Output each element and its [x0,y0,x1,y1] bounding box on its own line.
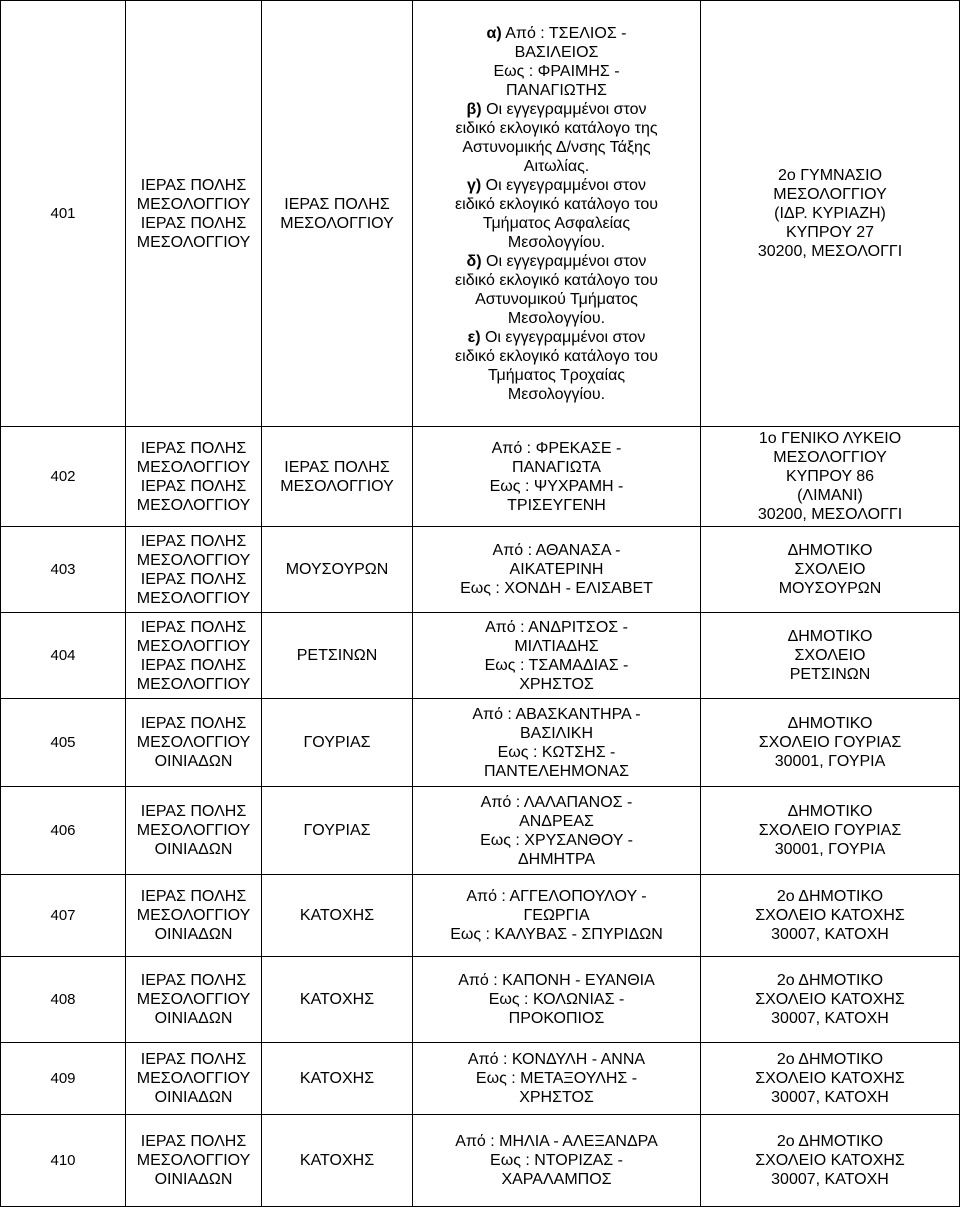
location-line: ΜΕΣΟΛΟΓΓΙΟΥ [773,186,887,203]
community-line: ΓΟΥΡΙΑΣ [303,734,371,751]
location-line: 30001, ΓΟΥΡΙΑ [774,841,886,858]
voter-block [419,971,694,1028]
voters-range-cell [413,875,701,957]
location-line: 2ο ΔΗΜΟΤΙΚΟ [776,888,884,905]
location-line: ΚΥΠΡΟΥ 86 [785,468,875,485]
voter-line-text: ΒΑΣΙΛΙΚΗ [519,724,594,742]
voter-block [419,24,694,100]
voters-range-cell [413,1115,701,1207]
community-line: ΚΑΤΟΧΗΣ [299,907,375,924]
table-row [1,1115,960,1207]
location-line: 30200, ΜΕΣΟΛΟΓΓΙ [757,506,903,523]
voters-range-cell [413,699,701,787]
location-line: ΔΗΜΟΤΙΚΟ [787,542,873,559]
location-line: ΣΧΟΛΕΙΟ ΚΑΤΟΧΗΣ [755,1070,905,1087]
voter-line-text: ΤΡΙΣΕΥΓΕΝΗ [507,496,606,514]
location-line: 2ο ΓΥΜΝΑΣΙΟ [777,167,883,184]
polling-location-cell [701,957,960,1043]
municipality-line: ΜΕΣΟΛΟΓΓΙΟΥ [136,589,251,607]
voter-line [419,831,694,850]
voter-line [419,541,694,560]
community-cell [262,427,413,527]
location-line: 2ο ΔΗΜΟΤΙΚΟ [776,972,884,989]
municipality-cell [126,527,262,613]
voter-line-text: ΑΙΚΑΤΕΡΙΝΗ [509,561,604,578]
location-line: ΣΧΟΛΕΙΟ [794,561,866,578]
voter-line [419,1132,694,1151]
location-line: ΣΧΟΛΕΙΟ ΚΑΤΟΧΗΣ [755,907,905,924]
municipality-line: ΙΕΡΑΣ ΠΟΛΗΣ [140,972,247,989]
voter-line-text: Από : ΤΣΕΛΙΟΣ - [505,24,627,42]
voters-range-cell [413,613,701,699]
location-line: (ΙΔΡ. ΚΥΡΙΑΖΗ) [774,205,886,222]
voter-line-text: Από : ΑΝΔΡΙΤΣΟΣ - [485,618,628,636]
station-number: 407 [1,875,126,957]
community-cell [262,957,413,1043]
municipality-line: ΙΕΡΑΣ ΠΟΛΗΣ [140,888,247,905]
location-line: ΣΧΟΛΕΙΟ ΓΟΥΡΙΑΣ [758,734,902,751]
voter-block [419,100,694,176]
table-row [1,1,960,427]
municipality-line: ΟΙΝΙΑΔΩΝ [154,1010,233,1027]
voter-line-text: ειδικό εκλογικό κατάλογο της [455,119,658,137]
community-line: ΓΟΥΡΙΑΣ [303,822,371,839]
voter-line-text: Εως : ΧΟΝΔΗ - ΕΛΙΣΑΒΕΤ [460,580,653,597]
voter-line [419,309,694,328]
voter-line [419,887,694,906]
municipality-line: ΜΕΣΟΛΟΓΓΙΟΥ [136,637,251,655]
voter-line [419,100,694,119]
voter-line [419,176,694,195]
voter-line-text: Εως : ΚΑΛΥΒΑΣ - ΣΠΥΡΙΔΩΝ [450,926,663,943]
voter-block [419,176,694,252]
community-cell [262,699,413,787]
table-row [1,957,960,1043]
municipality-cell [126,1043,262,1115]
municipality-line: ΙΕΡΑΣ ΠΟΛΗΣ [140,656,247,674]
community-line: ΜΕΣΟΛΟΓΓΙΟΥ [280,214,394,232]
municipality-line: ΙΕΡΑΣ ΠΟΛΗΣ [140,570,247,588]
voter-line-text: Αστυνομικού Τμήματος [475,290,638,308]
municipality-line: ΜΕΣΟΛΟΓΓΙΟΥ [136,496,251,514]
voter-line [419,1069,694,1088]
voter-line-text: ΧΑΡΑΛΑΜΠΟΣ [501,1171,612,1188]
municipality-line: ΜΕΣΟΛΟΓΓΙΟΥ [136,822,251,839]
voter-line-text: ΑΝΔΡΕΑΣ [519,812,594,830]
voter-block-label: α) [486,24,502,42]
municipality-line: ΜΕΣΟΛΟΓΓΙΟΥ [136,195,251,213]
voter-line-text: Εως : ΜΕΤΑΞΟΥΛΗΣ - [475,1070,638,1087]
voter-block [419,705,694,781]
voter-line-text: Οι εγγεγραμμένοι στον [486,252,647,270]
voter-block [419,1132,694,1189]
voter-block [419,887,694,944]
voter-line-text: Οι εγγεγραμμένοι στον [484,328,646,346]
municipality-line: ΙΕΡΑΣ ΠΟΛΗΣ [140,214,247,232]
voter-line [419,366,694,385]
municipality-line: ΜΕΣΟΛΟΓΓΙΟΥ [136,734,251,751]
community-cell [262,787,413,875]
voter-line-text: ΧΡΗΣΤΟΣ [519,1089,594,1106]
voter-line [419,328,694,347]
municipality-line: ΟΙΝΙΑΔΩΝ [154,1171,233,1188]
voter-line [419,477,694,496]
voter-line [419,724,694,743]
voter-line-text: Εως : ΝΤΟΡΙΖΑΣ - [490,1152,623,1169]
voter-line-text: Μεσολογγίου. [507,385,606,403]
table-body [1,1,960,1207]
voter-line [419,214,694,233]
voter-line [419,119,694,138]
voter-block [419,1050,694,1107]
voters-range-cell [413,527,701,613]
voter-line [419,496,694,515]
municipality-cell [126,875,262,957]
voter-line [419,579,694,598]
voter-line [419,812,694,831]
voter-block-label: β) [466,100,482,118]
polling-location-cell [701,1043,960,1115]
community-cell [262,613,413,699]
municipality-line: ΙΕΡΑΣ ΠΟΛΗΣ [140,176,247,194]
station-number: 406 [1,787,126,875]
voter-line-text: Από : ΑΓΓΕΛΟΠΟΥΛΟΥ - [466,888,647,905]
voter-line [419,850,694,869]
community-line: ΜΕΣΟΛΟΓΓΙΟΥ [280,477,394,495]
voter-line [419,637,694,656]
voter-line [419,195,694,214]
voter-line-text: Από : ΑΒΑΣΚΑΝΤΗΡΑ - [472,705,641,723]
voter-line-text: Μεσολογγίου. [507,233,606,251]
community-cell [262,1043,413,1115]
location-line: 2ο ΔΗΜΟΤΙΚΟ [776,1133,884,1150]
community-line: ΡΕΤΣΙΝΩΝ [296,647,378,664]
voters-range-cell [413,787,701,875]
municipality-line: ΜΕΣΟΛΟΓΓΙΟΥ [136,458,251,476]
station-number: 409 [1,1043,126,1115]
voter-line [419,233,694,252]
voters-range-cell [413,1,701,427]
location-line: (ΛΙΜΑΝΙ) [797,487,863,504]
voter-line [419,138,694,157]
voters-range-cell [413,1043,701,1115]
voter-line [419,271,694,290]
location-line: ΣΧΟΛΕΙΟ ΚΑΤΟΧΗΣ [755,1152,905,1169]
voter-line [419,290,694,309]
voter-line [419,1151,694,1170]
voter-line [419,705,694,724]
location-line: 30007, ΚΑΤΟΧΗ [771,1089,889,1106]
voter-block-label: γ) [466,176,482,194]
municipality-cell [126,1,262,427]
municipality-line: ΜΕΣΟΛΟΓΓΙΟΥ [136,1070,251,1087]
voter-block [419,328,694,404]
municipality-line: ΜΕΣΟΛΟΓΓΙΟΥ [136,1152,251,1169]
table-row [1,613,960,699]
voter-line-text: Από : ΚΟΝΔΥΛΗ - ΑΝΝΑ [467,1051,646,1068]
voter-line-text: Τμήματος Ασφαλείας [482,214,631,232]
community-line: ΙΕΡΑΣ ΠΟΛΗΣ [284,195,390,213]
voter-block [419,439,694,515]
voter-line-text: Εως : ΤΣΑΜΑΔΙΑΣ - [484,656,629,674]
voter-line [419,1170,694,1189]
municipality-line: ΙΕΡΑΣ ΠΟΛΗΣ [140,532,247,550]
municipality-line: ΜΕΣΟΛΟΓΓΙΟΥ [136,907,251,924]
table-row [1,1043,960,1115]
municipality-line: ΙΕΡΑΣ ΠΟΛΗΣ [140,477,247,495]
polling-location-cell [701,699,960,787]
community-line: ΚΑΤΟΧΗΣ [299,1152,375,1169]
station-number: 408 [1,957,126,1043]
municipality-line: ΙΕΡΑΣ ΠΟΛΗΣ [140,1133,247,1150]
location-line: 1ο ΓΕΝΙΚΟ ΛΥΚΕΙΟ [758,430,902,447]
voter-line-text: Από : ΦΡΕΚΑΣΕ - [491,439,622,457]
community-line: ΙΕΡΑΣ ΠΟΛΗΣ [284,458,390,476]
voter-block [419,618,694,694]
voter-block-label: δ) [466,252,482,270]
table-row [1,875,960,957]
polling-location-cell [701,787,960,875]
station-number: 405 [1,699,126,787]
location-line: ΣΧΟΛΕΙΟ [794,647,866,664]
voter-line [419,743,694,762]
voter-line-text: Εως : ΚΩΤΣΗΣ - [497,743,616,761]
voter-line-text: ΔΗΜΗΤΡΑ [517,850,596,868]
voter-line [419,458,694,477]
voters-range-cell [413,427,701,527]
voter-line-text: Από : ΚΑΠΟΝΗ - ΕΥΑΝΘΙΑ [458,972,655,989]
voter-line-text: Από : ΑΘΑΝΑΣΑ - [492,542,621,559]
voter-line [419,81,694,100]
voter-line [419,1009,694,1028]
voter-line [419,906,694,925]
voter-line [419,1088,694,1107]
voter-line-text: ΠΑΝΑΓΙΩΤΑ [512,458,601,476]
polling-location-cell [701,875,960,957]
station-number: 410 [1,1115,126,1207]
voter-line-text: ΠΑΝΤΕΛΕΗΜΟΝΑΣ [483,762,630,780]
station-number: 402 [1,427,126,527]
municipality-cell [126,1115,262,1207]
voter-line-text: ΠΑΝΑΓΙΩΤΗΣ [506,81,607,99]
location-line: 30007, ΚΑΤΟΧΗ [771,1010,889,1027]
voter-line [419,675,694,694]
community-cell [262,527,413,613]
voter-line-text: Εως : ΚΟΛΩΝΙΑΣ - [488,991,625,1008]
voters-range-cell [413,957,701,1043]
voter-block-label: ε) [467,328,481,346]
voter-line-text: Αστυνομικής Δ/νσης Τάξης [462,138,651,156]
municipality-line: ΙΕΡΑΣ ΠΟΛΗΣ [140,715,247,732]
municipality-line: ΟΙΝΙΑΔΩΝ [154,753,233,770]
voter-line [419,762,694,781]
community-cell [262,875,413,957]
location-line: 30200, ΜΕΣΟΛΟΓΓΙ [757,243,903,260]
voter-line-text: Εως : ΦΡΑΙΜΗΣ - [493,62,620,80]
voter-line-text: Οι εγγεγραμμένοι στον [486,100,647,118]
municipality-line: ΙΕΡΑΣ ΠΟΛΗΣ [140,618,247,636]
voter-line-text: ΜΙΛΤΙΑΔΗΣ [514,637,599,655]
municipality-cell [126,613,262,699]
location-line: ΔΗΜΟΤΙΚΟ [787,628,873,645]
municipality-line: ΙΕΡΑΣ ΠΟΛΗΣ [140,439,247,457]
voter-line-text: ειδικό εκλογικό κατάλογο του [455,195,658,213]
voter-line-text: Από : ΜΗΛΙΑ - ΑΛΕΞΑΝΔΡΑ [455,1133,658,1150]
voter-line [419,439,694,458]
polling-location-cell [701,1,960,427]
municipality-line: ΟΙΝΙΑΔΩΝ [154,926,233,943]
voter-line-text: ειδικό εκλογικό κατάλογο του [455,271,658,289]
voter-block [419,541,694,598]
voter-block [419,252,694,328]
location-line: ΔΗΜΟΤΙΚΟ [787,715,873,732]
station-number: 404 [1,613,126,699]
voter-line [419,971,694,990]
table-row [1,427,960,527]
location-line: ΡΕΤΣΙΝΩΝ [789,666,871,683]
location-line: ΜΕΣΟΛΟΓΓΙΟΥ [773,449,887,466]
voter-line-text: ΒΑΣΙΛΕΙΟΣ [514,43,599,61]
voter-line-text: ειδικό εκλογικό κατάλογο του [455,347,658,365]
municipality-cell [126,957,262,1043]
voter-line [419,24,694,43]
table-row [1,699,960,787]
municipality-line: ΟΙΝΙΑΔΩΝ [154,841,233,858]
voter-line [419,925,694,944]
location-line: 30007, ΚΑΤΟΧΗ [771,926,889,943]
voter-line [419,62,694,81]
community-cell [262,1,413,427]
voter-line [419,157,694,176]
voter-line [419,618,694,637]
location-line: ΔΗΜΟΤΙΚΟ [787,803,873,820]
voter-line-text: Εως : ΧΡΥΣΑΝΘΟΥ - [480,831,633,849]
voter-line-text: Από : ΛΑΛΑΠΑΝΟΣ - [480,793,633,811]
table-row [1,787,960,875]
municipality-line: ΙΕΡΑΣ ΠΟΛΗΣ [140,803,247,820]
voter-line [419,252,694,271]
voter-line-text: ΓΕΩΡΓΙΑ [523,907,590,924]
table-row [1,527,960,613]
voter-line-text: Μεσολογγίου. [507,309,606,327]
voter-line [419,347,694,366]
community-line: ΚΑΤΟΧΗΣ [299,991,375,1008]
municipality-line: ΜΕΣΟΛΟΓΓΙΟΥ [136,991,251,1008]
voter-line [419,1050,694,1069]
location-line: ΣΧΟΛΕΙΟ ΓΟΥΡΙΑΣ [758,822,902,839]
community-cell [262,1115,413,1207]
community-line: ΚΑΤΟΧΗΣ [299,1070,375,1087]
voter-line [419,793,694,812]
polling-location-cell [701,1115,960,1207]
voter-line [419,385,694,404]
voter-line [419,560,694,579]
voter-line-text: ΧΡΗΣΤΟΣ [519,675,594,693]
municipality-line: ΜΕΣΟΛΟΓΓΙΟΥ [136,675,251,693]
municipality-cell [126,787,262,875]
voter-block [419,793,694,869]
location-line: 30007, ΚΑΤΟΧΗ [771,1171,889,1188]
polling-location-cell [701,613,960,699]
location-line: ΣΧΟΛΕΙΟ ΚΑΤΟΧΗΣ [755,991,905,1008]
location-line: ΜΟΥΣΟΥΡΩΝ [778,580,882,597]
polling-location-cell [701,527,960,613]
station-number: 401 [1,1,126,427]
voter-line-text: Αιτωλίας. [523,157,590,175]
community-line: ΜΟΥΣΟΥΡΩΝ [285,561,389,578]
municipality-line: ΜΕΣΟΛΟΓΓΙΟΥ [136,233,251,251]
municipality-line: ΙΕΡΑΣ ΠΟΛΗΣ [140,1051,247,1068]
location-line: 2ο ΔΗΜΟΤΙΚΟ [776,1051,884,1068]
location-line: ΚΥΠΡΟΥ 27 [785,224,875,241]
voter-line-text: Οι εγγεγραμμένοι στον [485,176,647,194]
location-line: 30001, ΓΟΥΡΙΑ [774,753,886,770]
polling-location-cell [701,427,960,527]
municipality-line: ΜΕΣΟΛΟΓΓΙΟΥ [136,551,251,569]
voter-line-text: Τμήματος Τροχαίας [487,366,626,384]
station-number: 403 [1,527,126,613]
voter-line-text: ΠΡΟΚΟΠΙΟΣ [508,1010,605,1027]
municipality-cell [126,427,262,527]
voter-line [419,43,694,62]
municipality-line: ΟΙΝΙΑΔΩΝ [154,1089,233,1106]
voter-line [419,990,694,1009]
voter-line-text: Εως : ΨΥΧΡΑΜΗ - [489,477,624,495]
voter-line [419,656,694,675]
municipality-cell [126,699,262,787]
